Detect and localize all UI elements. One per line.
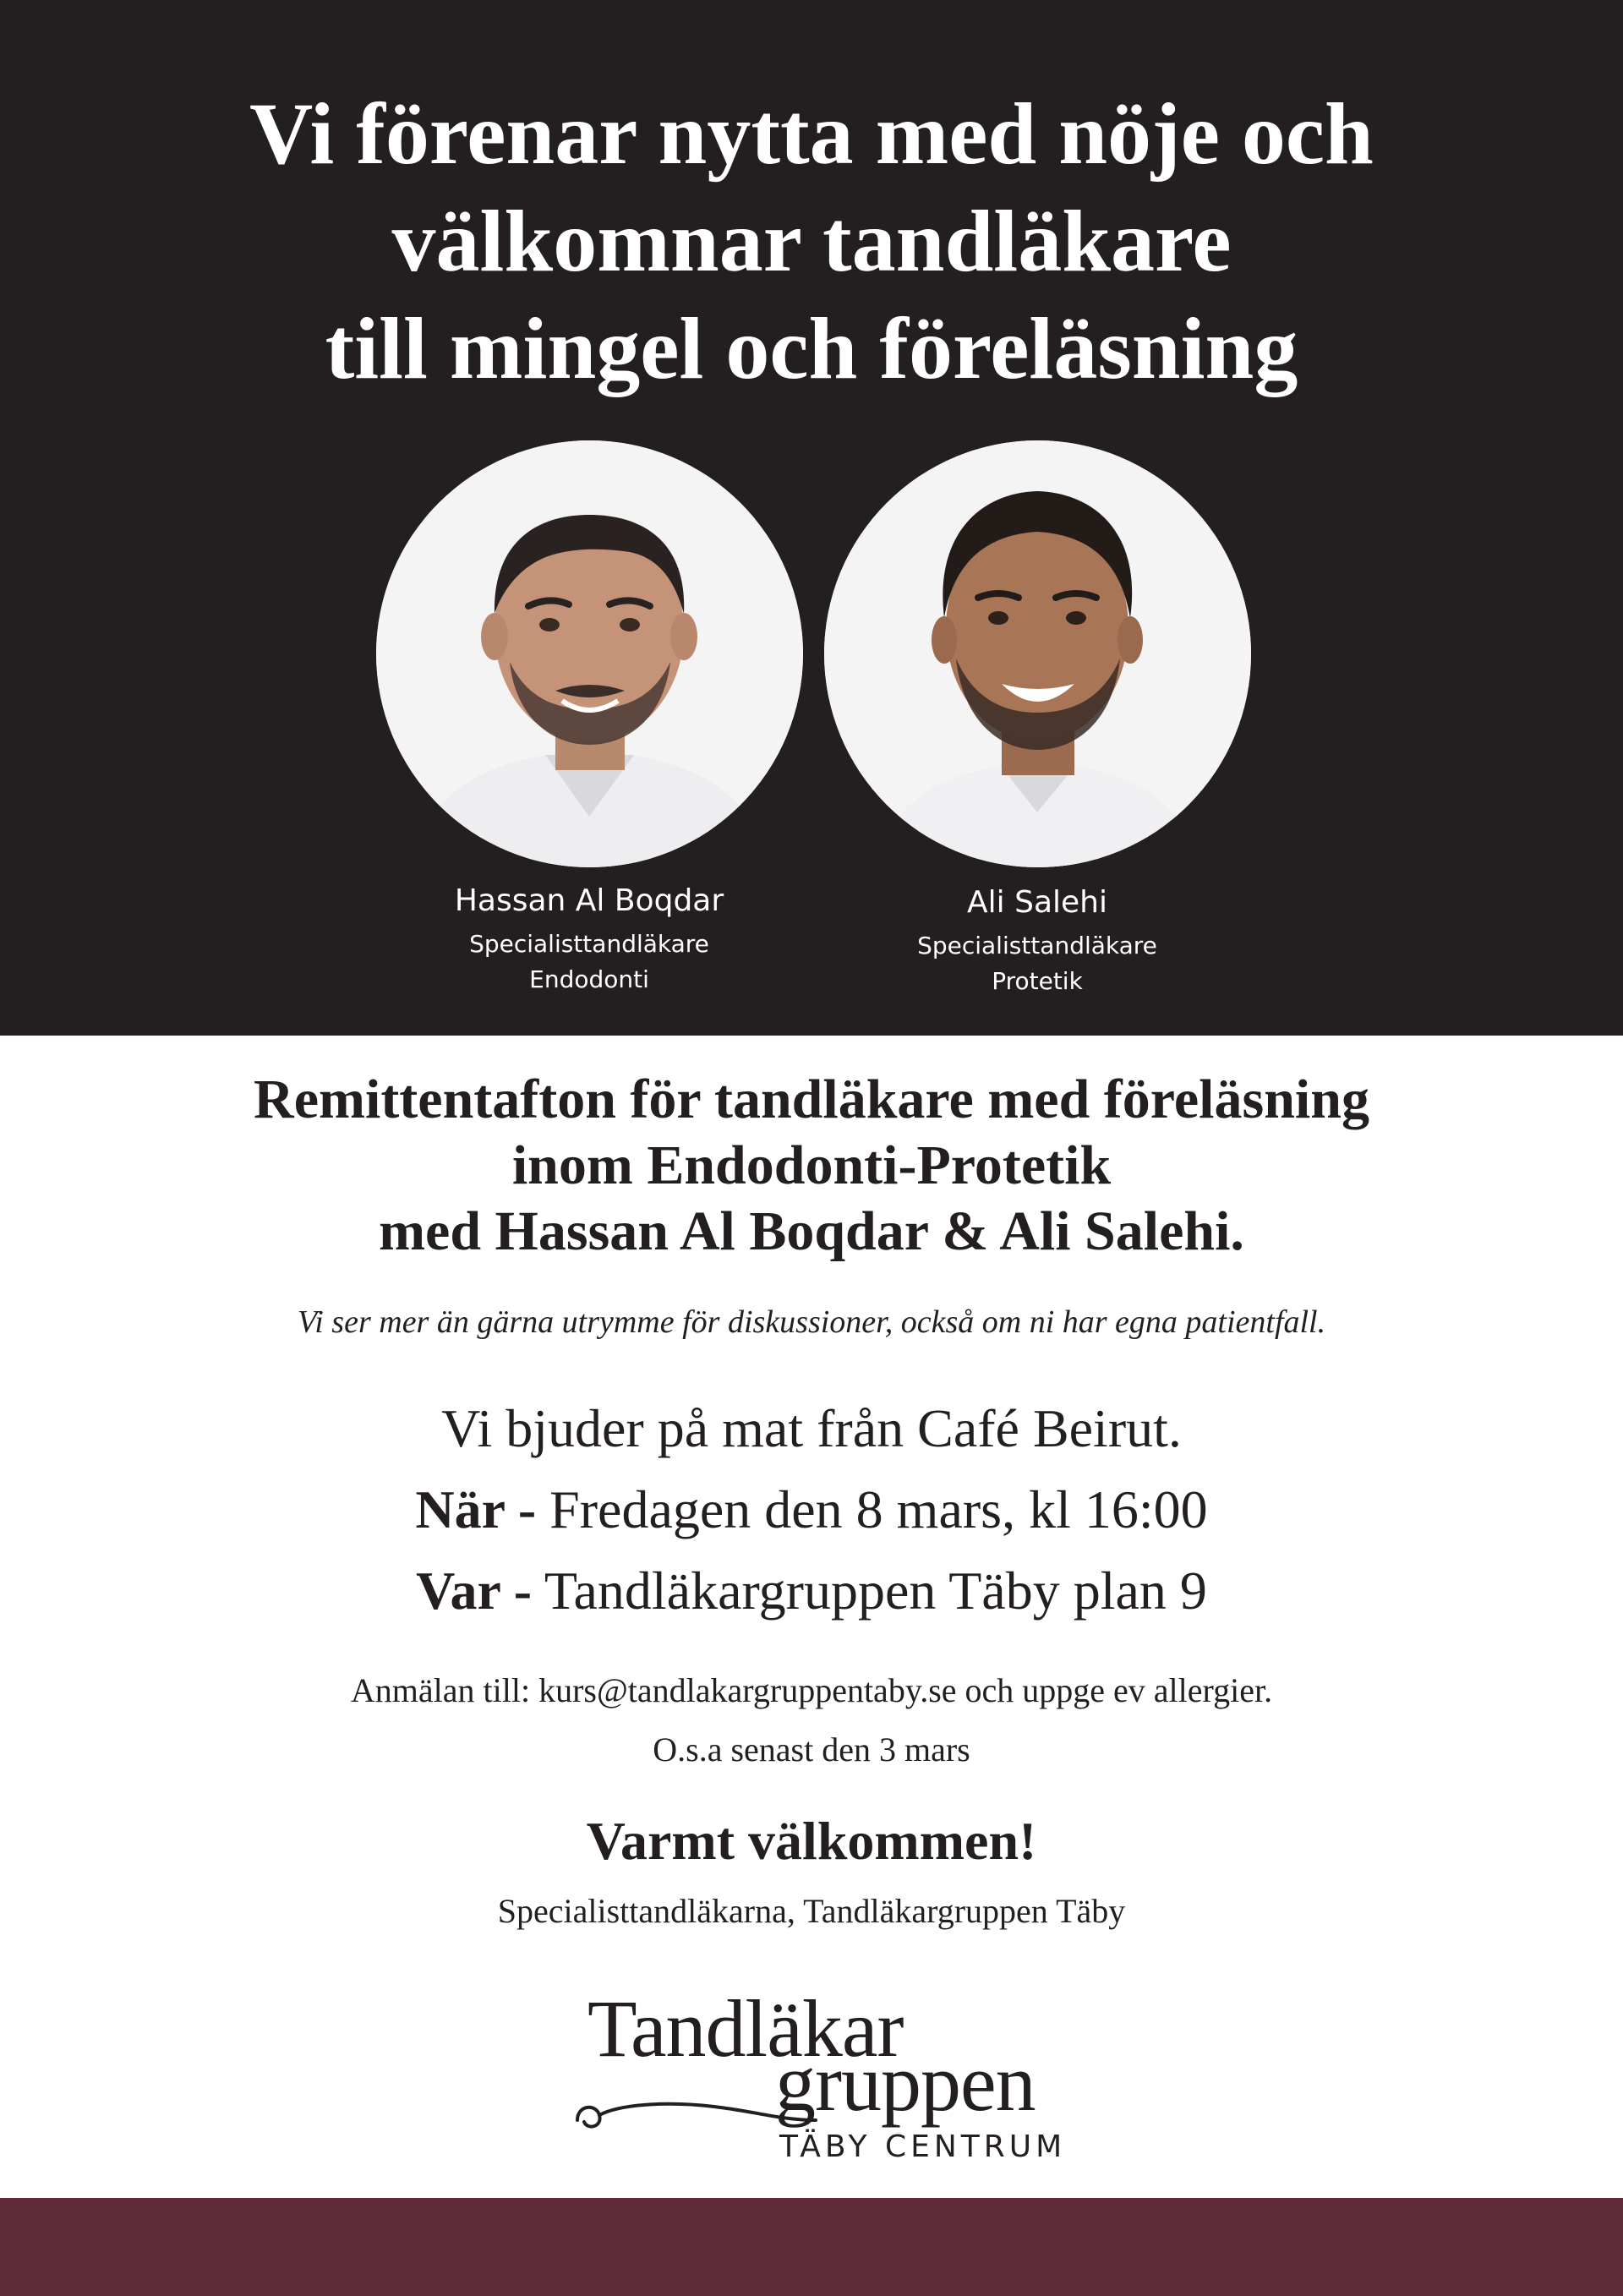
speaker-caption-1 bbox=[352, 883, 826, 998]
speaker-role: Specialisttandläkare bbox=[469, 930, 709, 958]
logo-word-1: Tandläkar bbox=[587, 1983, 904, 2074]
where-label: Var - bbox=[416, 1561, 533, 1621]
portrait-hassan-al-boqdar bbox=[376, 440, 803, 867]
headline-line-1: Vi förenar nytta med nöje och bbox=[249, 85, 1374, 183]
headline bbox=[0, 80, 1623, 402]
logo bbox=[562, 1983, 1086, 2173]
event-title-line-3: med Hassan Al Boqdar & Ali Salehi. bbox=[379, 1200, 1244, 1262]
speaker-name: Ali Salehi bbox=[967, 885, 1107, 920]
when-label: När - bbox=[415, 1479, 537, 1539]
welcome-message: Varmt välkommen! bbox=[586, 1811, 1037, 1871]
headline-line-2: välkomnar tandläkare bbox=[391, 193, 1232, 290]
event-title-line-2: inom Endodonti-Protetik bbox=[511, 1134, 1112, 1196]
where-value: Tandläkargruppen Täby plan 9 bbox=[544, 1561, 1207, 1621]
event-title-line-1: Remittentafton för tandläkare med föreläsning bbox=[254, 1069, 1369, 1130]
signup-info: Anmälan till: kurs@tandlakargruppentaby.se och uppge ev allergier. bbox=[350, 1671, 1273, 1709]
speaker-name: Hassan Al Boqdar bbox=[454, 883, 724, 918]
hero-section bbox=[0, 0, 1623, 1036]
headline-line-3: till mingel och föreläsning bbox=[325, 300, 1298, 397]
event-when bbox=[0, 1476, 1623, 1544]
speaker-caption-2 bbox=[801, 884, 1274, 999]
logo-tagline: TÄBY CENTRUM bbox=[779, 2129, 1067, 2164]
rsvp-deadline: O.s.a senast den 3 mars bbox=[653, 1730, 970, 1768]
portrait-ali-salehi bbox=[824, 440, 1251, 867]
signoff: Specialisttandläkarna, Tandläkargruppen Täby bbox=[497, 1892, 1126, 1930]
speaker-specialty: Protetik bbox=[992, 967, 1083, 995]
event-title bbox=[0, 1067, 1623, 1265]
logo-word-2: gruppen bbox=[775, 2037, 1036, 2128]
when-value: Fredagen den 8 mars, kl 16:00 bbox=[549, 1479, 1208, 1539]
discussion-note: Vi ser mer än gärna utrymme för diskussioner, också om ni har egna patientfall. bbox=[297, 1304, 1326, 1340]
event-where bbox=[0, 1557, 1623, 1625]
food-info: Vi bjuder på mat från Café Beirut. bbox=[441, 1398, 1182, 1458]
portrait-illustration bbox=[376, 440, 803, 867]
footer-band bbox=[0, 2198, 1623, 2296]
portrait-illustration bbox=[824, 440, 1251, 867]
speaker-role: Specialisttandläkare bbox=[917, 932, 1157, 959]
speaker-specialty: Endodonti bbox=[529, 965, 649, 993]
